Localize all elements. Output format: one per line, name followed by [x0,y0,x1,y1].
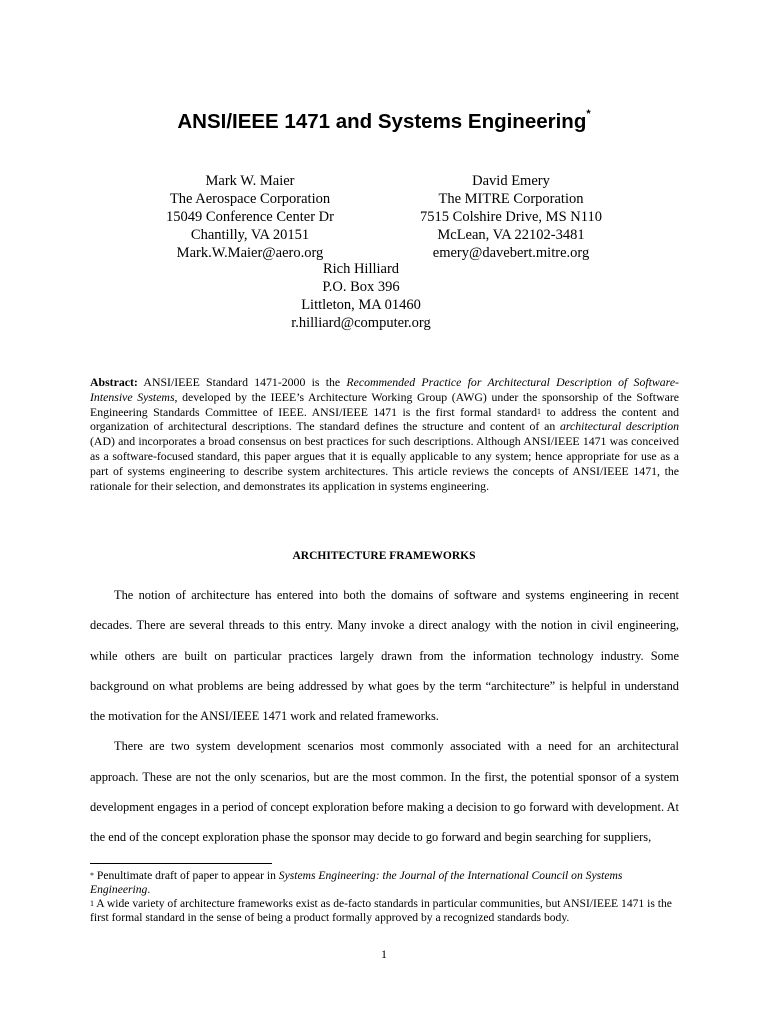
author-organization: The MITRE Corporation [438,191,584,207]
author-name: Rich Hilliard [322,261,400,277]
author-city: Chantilly, VA 20151 [190,227,310,243]
author-city: McLean, VA 22102-3481 [437,227,585,243]
footnote-text: A wide variety of architecture frameworks exist as de-facto standards in particular communities, but ANSI/IEEE 1471 is the first formal standard in the sense of being a product formally approved by a recognized standards body. [90,897,672,924]
author-email: r.hilliard@computer.org [291,315,431,331]
footnote-ref: 1 [536,406,541,416]
author-organization: The Aerospace Corporation [169,191,331,207]
footnote-mark: * [90,871,94,880]
author-block-emery [380,172,642,262]
section-heading: ARCHITECTURE FRAMEWORKS [292,550,476,562]
author-email: Mark.W.Maier@aero.org [176,245,324,261]
abstract-standard-title: Recommended Practice for Architectural Description of Software-Intensive Systems [90,375,679,404]
body-paragraph: There are two system development scenarios most commonly associated with a need for an architectural approach. These are not the only scenarios, but are the most common. In the first, the potential sponsor of a system development engages in a period of concept exploration before making a decision to go forward with development. At the end of the concept exploration phase the sponsor may decide to go forward and begin searching for suppliers, [90,739,679,845]
author-address: 7515 Colshire Drive, MS N110 [420,209,602,225]
footnotes [90,869,679,925]
author-name: Mark W. Maier [205,173,295,189]
abstract-text: to address the content and organization of architectural descriptions. The standard defines the structure and content of an [90,404,680,434]
footnote-text: Penultimate draft of paper to appear in [94,869,279,882]
title-text: ANSI/IEEE 1471 and Systems Engineering [177,110,587,133]
footnote-divider [90,863,272,864]
author-block-maier [130,172,370,262]
abstract-label: Abstract: [90,375,138,389]
abstract-text: , developed by the IEEE’s Architecture Working Group (AWG) under the sponsorship of the Software Engineering Standards Committee of IEEE. ANSI/IEEE 1471 is the first formal standard [90,389,679,419]
footnote-1 [90,869,679,897]
footnote-text: . [147,883,151,896]
page-number: 1 [381,947,387,961]
paper-title [0,110,768,134]
title-footnote-mark: * [586,108,591,120]
author-name: David Emery [472,173,550,189]
abstract-text: (AD) and incorporates a broad consensus on best practices for such descriptions. Although ANSI/IEEE 1471 was conceived as a software-focused standard, this paper argues that it is equally applicable to any system; hence appropriate for use as a part of systems engineering to describe system architectures. This article reviews the concepts of ANSI/IEEE 1471, the rationale for their selection, and demonstrates its application in systems engineering. [90,434,679,493]
author-block-hilliard [260,260,462,332]
abstract-text: ANSI/IEEE Standard 1471-2000 is the [137,375,347,389]
body-paragraph: The notion of architecture has entered into both the domains of software and systems engineering in recent decades. There are several threads to this entry. Many invoke a direct analogy with the notion in civil engineering, while others are built on particular practices largely drawn from the information technology industry. Some background on what problems are being addressed by what goes by the term “architecture” is helpful in understand the motivation for the ANSI/IEEE 1471 work and related frameworks. [90,588,679,724]
author-address: P.O. Box 396 [322,279,400,295]
author-email: emery@davebert.mitre.org [432,245,590,261]
author-address: 15049 Conference Center Dr [166,209,334,225]
footnote-journal: Systems Engineering: the Journal of the International Council on Systems Engineering [90,869,623,896]
abstract-term: architectural description [560,419,680,434]
footnote-2 [90,897,679,925]
abstract [90,375,679,493]
author-city: Littleton, MA 01460 [301,297,421,313]
footnote-mark: 1 [90,899,94,908]
body-text [90,580,679,853]
